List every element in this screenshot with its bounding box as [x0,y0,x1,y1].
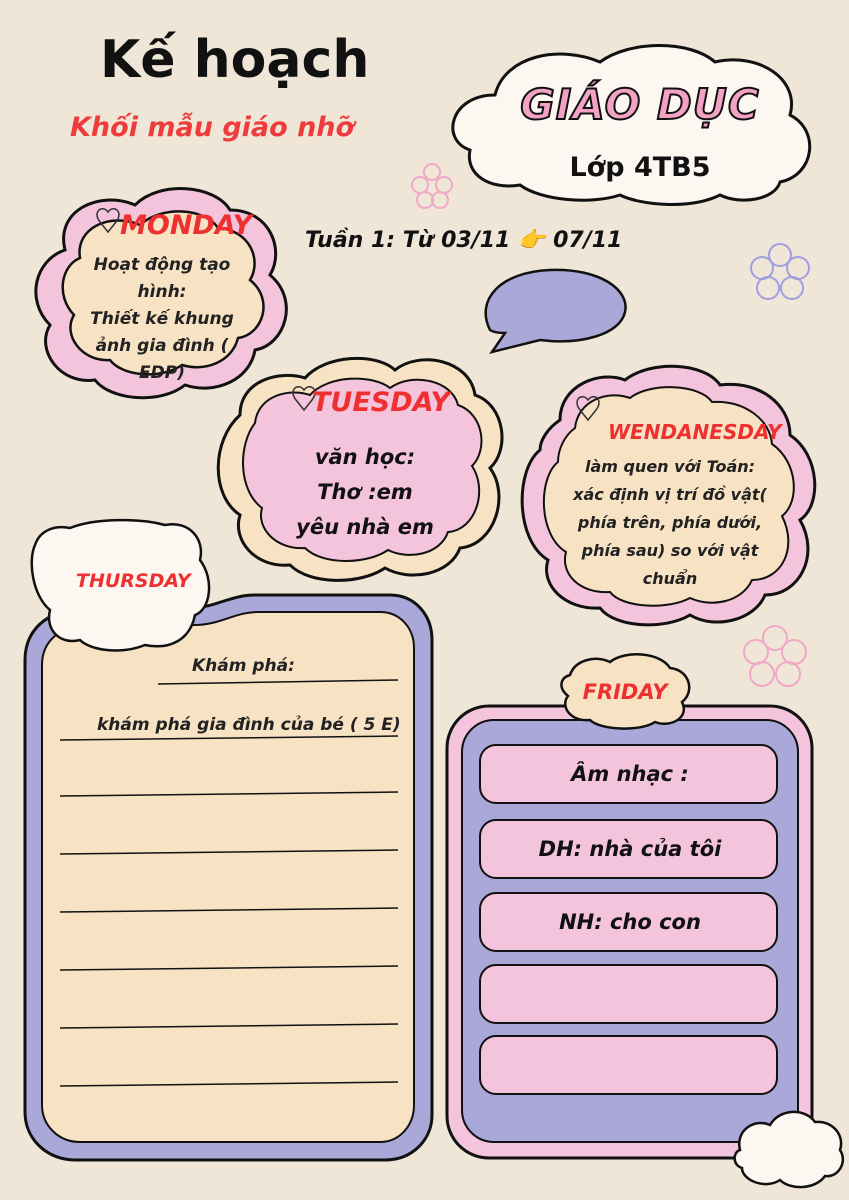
wednesday-line: làm quen với Toán: [584,457,756,476]
thursday-line-1: Khám phá: [192,656,295,676]
thursday-heading: THURSDAY [76,570,191,592]
tuesday-line: văn học: [314,445,416,469]
class-name: Lớp 4TB5 [569,152,711,183]
flower-icon-right [751,244,809,299]
thursday-panel-inner [42,612,414,1142]
monday-line: hình: [137,282,187,302]
wednesday-line: phía trên, phía dưới, [577,513,763,532]
monday-line: EDP) [139,363,185,383]
week-label: Tuần 1: Từ 03/11 👉 07/11 [305,228,623,253]
monday-content [72,252,252,387]
page-title: Kế hoạch [100,30,370,90]
speech-bubble-icon [486,270,626,352]
wednesday-line: xác định vị trí đồ vật( [573,485,767,504]
tuesday-content [285,440,445,545]
monday-line: Thiết kế khung [90,309,234,329]
monday-heading: MONDAY [120,210,253,241]
friday-item-2: DH: nhà của tôi [538,837,722,861]
friday-item-3: NH: cho con [559,910,701,934]
friday-heading: FRIDAY [582,680,668,704]
wednesday-line: phía sau) so với vật [581,541,759,560]
friday-item-1: Âm nhạc : [571,762,689,786]
tuesday-line: yêu nhà em [296,515,434,539]
tuesday-line: Thơ :em [317,480,413,504]
thursday-line-2: khám phá gia đình của bé ( 5 E) [97,715,401,735]
tuesday-heading: TUESDAY [312,387,450,418]
flower-icon-top [412,164,452,208]
monday-line: Hoạt động tạo [93,255,231,275]
wednesday-line: chuẩn [642,569,698,588]
subject-title: GIÁO DỤC [520,80,760,129]
monday-line: ảnh gia đình ( [95,336,229,356]
page-subtitle: Khối mẫu giáo nhỡ [70,112,355,143]
wednesday-content [545,453,795,593]
wednesday-heading: WENDANESDAY [608,420,782,444]
flower-icon-right-lower [744,626,806,686]
